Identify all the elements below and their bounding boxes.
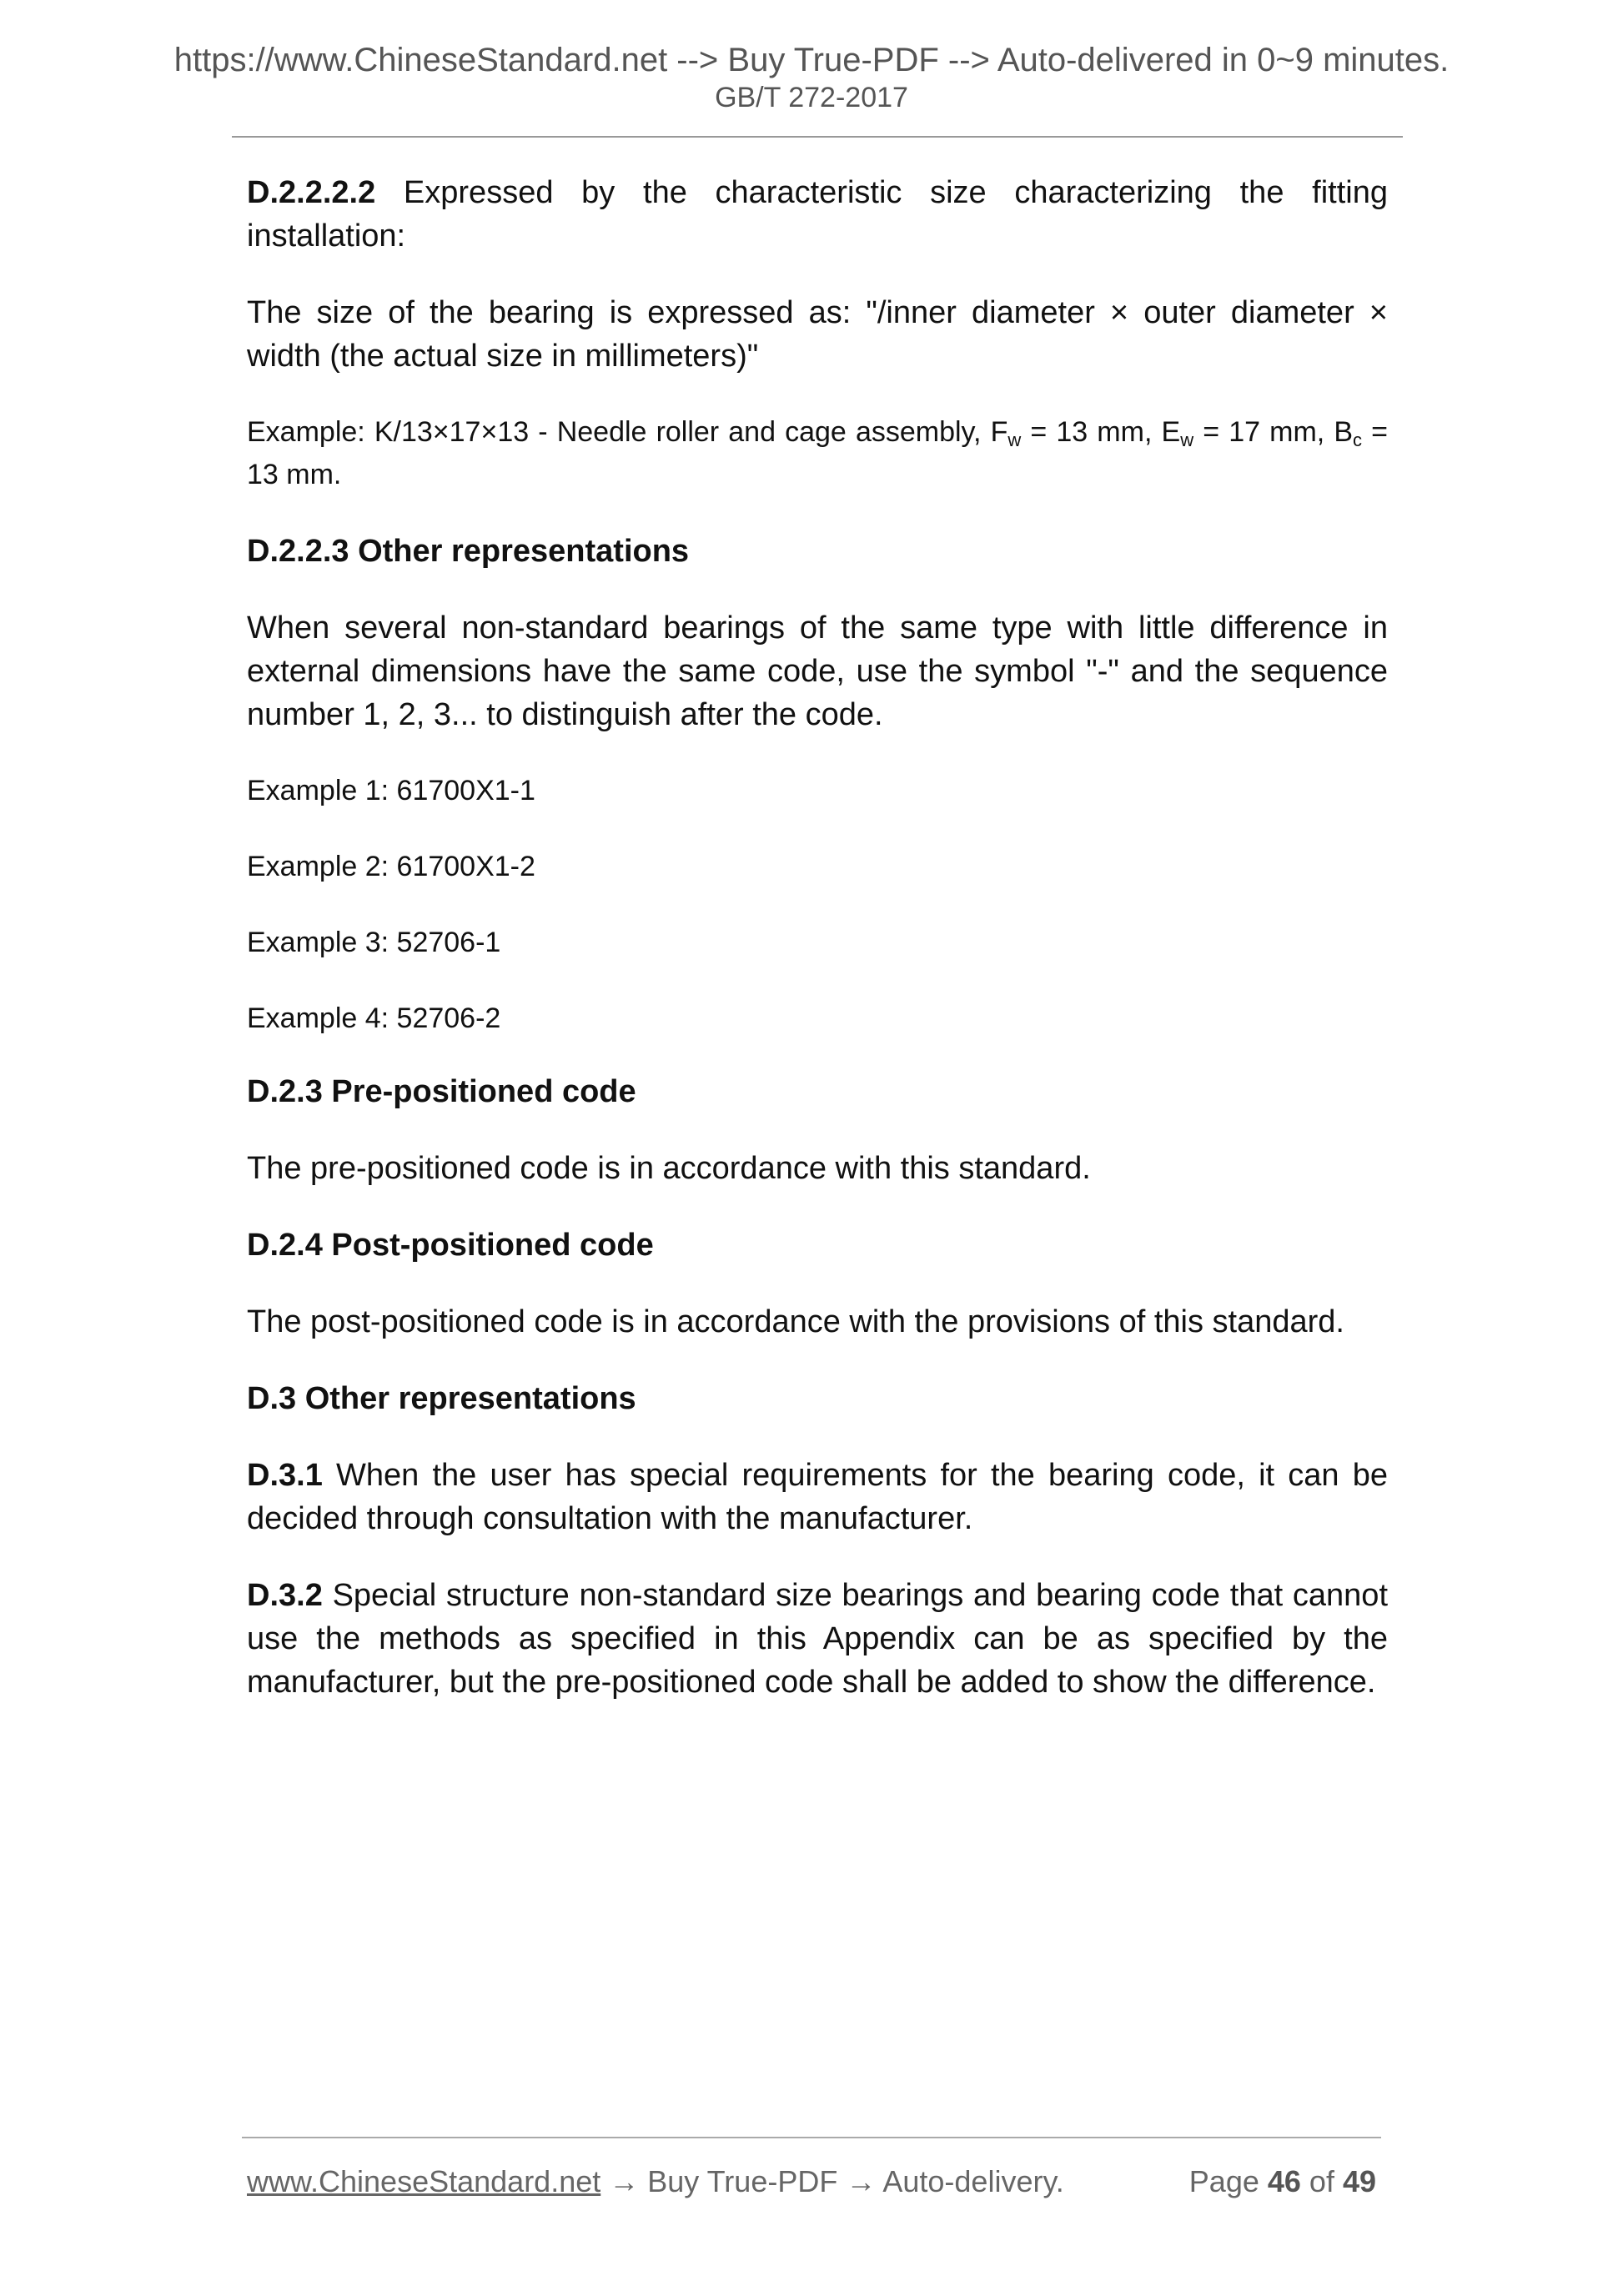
paragraph-d32 xyxy=(247,1574,1388,1704)
footer-site-link[interactable]: www.ChineseStandard.net xyxy=(247,2164,601,2198)
document-number: GB/T 272-2017 xyxy=(715,82,908,113)
paragraph-d31 xyxy=(247,1454,1388,1540)
example-item: Example 1: 61700X1-1 xyxy=(247,775,535,806)
heading-d223: D.2.2.3 Other representations xyxy=(247,534,690,569)
header-divider xyxy=(232,136,1403,138)
heading-d23: D.2.3 Pre-positioned code xyxy=(247,1074,636,1109)
heading-d3: D.3 Other representations xyxy=(247,1381,636,1416)
example-needle-roller: Example: K/13×17×13 - Needle roller and cage assembly, $F_w = 13$ mm, $E_w = 17$ mm, $B_c = 13$ mm. xyxy=(247,416,1389,490)
footer-buy-text: Buy True-PDF xyxy=(647,2164,838,2198)
example-item: Example 3: 52706-1 xyxy=(247,927,501,958)
page-content xyxy=(247,171,1388,1737)
heading-d24: D.2.4 Post-positioned code xyxy=(247,1228,654,1263)
footer-divider xyxy=(242,2137,1381,2138)
paragraph-size-expression: The size of the bearing is expressed as: "/inner diameter × outer diameter × width (the actual size in millimeters)" xyxy=(247,295,1388,374)
clause-number: D.3.1 xyxy=(247,1458,323,1493)
header-banner: https://www.ChineseStandard.net --> Buy True-PDF --> Auto-delivered in 0~9 minutes. xyxy=(173,42,1450,78)
page-indicator: Page 46 of 49 xyxy=(1188,2164,1376,2198)
page-footer xyxy=(247,2163,1376,2200)
example-item: Example 4: 52706-2 xyxy=(247,1002,501,1034)
clause-number: D.3.2 xyxy=(247,1578,323,1613)
paragraph-text: Expressed by the characteristic size characterizing the fitting installation: xyxy=(247,175,1388,254)
footer-delivery-text: Auto-delivery. xyxy=(882,2164,1064,2198)
page-number: 46 xyxy=(1267,2164,1301,2198)
arrow-icon: → xyxy=(837,2164,883,2198)
page-total: 49 xyxy=(1342,2164,1376,2198)
paragraph-text: Special structure non-standard size bearings and bearing code that cannot use the methods as specified in this Appendix can be as specified by the manufacturer, but the pre-positioned code shall be added to show the difference. xyxy=(247,1578,1388,1700)
example-item: Example 2: 61700X1-2 xyxy=(247,851,535,882)
clause-number: D.2.2.2.2 xyxy=(247,175,376,210)
paragraph-pre-positioned: The pre-positioned code is in accordance with this standard. xyxy=(247,1151,1091,1186)
arrow-icon: → xyxy=(600,2164,648,2198)
paragraph-text: When the user has special requirements for the bearing code, it can be decided through consultation with the manufacturer. xyxy=(247,1458,1388,1536)
paragraph-d2222 xyxy=(247,171,1388,258)
paragraph-nonstandard-sequence: When several non-standard bearings of the same type with little difference in external dimensions have the same code, use the symbol "-" and the sequence number 1, 2, 3... to distinguish after the code. xyxy=(247,610,1388,732)
paragraph-post-positioned: The post-positioned code is in accordance with the provisions of this standard. xyxy=(247,1304,1344,1339)
